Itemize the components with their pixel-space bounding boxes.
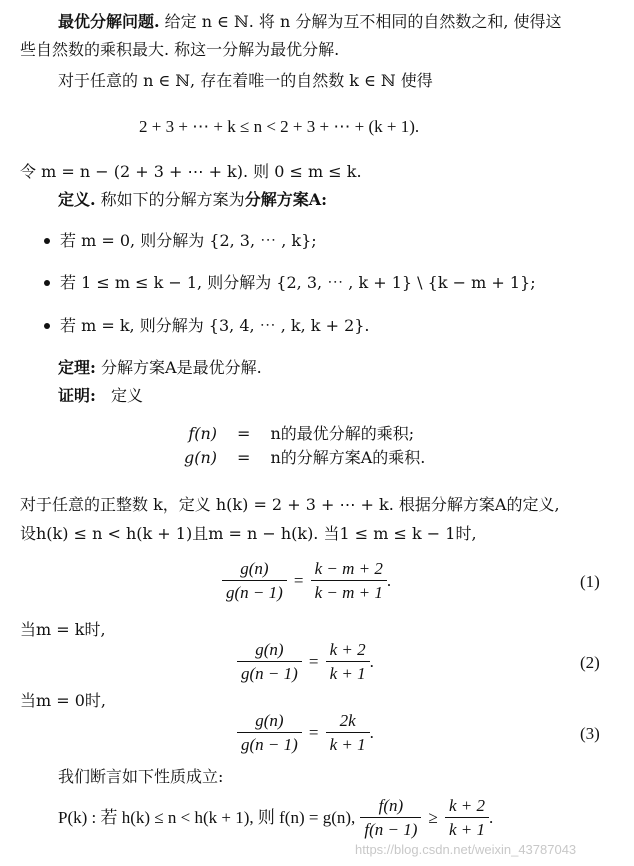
paragraph-2: 设h(k) ≤ n < h(k + 1)且m = n − h(k). 当1 ≤ m ≤ k − 1时,: [20, 524, 477, 543]
problem-text-2: 些自然数的乘积最大. 称这一分解为最优分解.: [20, 40, 340, 59]
fraction-lhs: $\frac{g(n)}{g(n - 1)}$: [237, 641, 302, 682]
fraction-rhs: $\frac{k - m + 2}{k - m + 1}$: [311, 560, 387, 601]
definition-row: [178, 422, 431, 446]
equation-3: $\frac{g(n)}{g(n - 1)}$ = $\frac{2k}{k + 1}$ .: [237, 712, 374, 753]
bullet-text: 若 1 ≤ m ≤ k − 1, 则分解为 {2, 3, ⋯ , k + 1} \ {k − m + 1};: [60, 273, 536, 292]
bullet-dot: [44, 323, 50, 329]
equation-1: $\frac{g(n)}{g(n - 1)}$ = $\frac{k - m + 2}{k - m + 1}$ .: [222, 560, 391, 601]
let-line: 令 m = n − (2 + 3 + ⋯ + k). 则 0 ≤ m ≤ k.: [20, 162, 362, 181]
definition-line: [58, 192, 327, 208]
def-eq: =: [237, 448, 251, 467]
definition-row: [178, 446, 431, 470]
def-rhs: n的最优分解的乘积;: [270, 424, 415, 443]
fraction-rhs: $\frac{k + 2}{k + 1}$: [326, 641, 370, 682]
fraction-lhs: $\frac{g(n)}{g(n - 1)}$: [237, 712, 302, 753]
problem-title: 最优分解问题.: [58, 12, 160, 31]
bullet-text: 若 m = k, 则分解为 {3, 4, ⋯ , k, k + 2}.: [60, 316, 370, 335]
def-rhs: n的分解方案A的乘积.: [270, 448, 426, 467]
definition-label: 定义.: [58, 190, 96, 209]
case-3-line: 当m = 0时,: [20, 691, 107, 710]
property-pk: P(k) : 若 h(k) ≤ n < h(k + 1), 则 f(n) = g(n), $\frac{f(n)}{f(n - 1)}$ ≥ $\frac{k + 2}{k + 1}$ .: [58, 796, 494, 839]
inequality-display: 2 + 3 + ⋯ + k ≤ n < 2 + 3 + ⋯ + (k + 1).: [139, 117, 420, 136]
def-eq: =: [237, 424, 251, 443]
bullet-dot: [44, 238, 50, 244]
property-lead: P(k) : 若 h(k) ≤ n < h(k + 1), 则 f(n) = g(n),: [58, 808, 356, 827]
property-fraction-rhs: $\frac{k + 2}{k + 1}$: [445, 797, 489, 838]
bullet-text: 若 m = 0, 则分解为 {2, 3, ⋯ , k};: [60, 231, 317, 250]
equation-number-3: (3): [580, 724, 600, 743]
definition-name: 分解方案A:: [244, 190, 328, 209]
watermark-url: https://blog.csdn.net/weixin_43787043: [355, 842, 577, 857]
property-relation: ≥: [428, 808, 438, 827]
def-lhs: g(n): [184, 448, 218, 467]
theorem-label: 定理:: [58, 358, 96, 377]
problem-text-1: 给定 n ∈ ℕ. 将 n 分解为互不相同的自然数之和, 使得这: [164, 12, 562, 31]
property-fraction-lhs: $\frac{f(n)}{f(n - 1)}$: [360, 797, 421, 838]
equation-number-2: (2): [580, 653, 600, 672]
problem-title-line: [58, 14, 562, 30]
theorem-text: 分解方案A是最优分解.: [101, 358, 262, 377]
proof-line: [58, 388, 143, 404]
fraction-lhs: $\frac{g(n)}{g(n - 1)}$: [222, 560, 287, 601]
fraction-rhs: $\frac{2k}{k + 1}$: [326, 712, 370, 753]
bullet-item: [44, 233, 317, 249]
equation-2: $\frac{g(n)}{g(n - 1)}$ = $\frac{k + 2}{k + 1}$ .: [237, 641, 374, 682]
theorem-line: [58, 360, 262, 376]
bullet-item: [44, 275, 536, 291]
paragraph-1: 对于任意的正整数 k，定义 h(k) = 2 + 3 + ⋯ + k. 根据分解方案A的定义,: [20, 495, 560, 514]
intro-line: 对于任意的 n ∈ ℕ, 存在着唯一的自然数 k ∈ ℕ 使得: [58, 71, 433, 90]
case-2-line: 当m = k时,: [20, 620, 106, 639]
bullet-item: [44, 318, 370, 334]
bullet-dot: [44, 280, 50, 286]
definitions-table: [178, 422, 431, 470]
equation-number-1: (1): [580, 572, 600, 591]
definition-text: 称如下的分解方案为: [100, 190, 245, 209]
assertion-line: 我们断言如下性质成立:: [58, 767, 224, 786]
proof-label: 证明:: [58, 386, 96, 405]
def-lhs: f(n): [188, 424, 218, 443]
proof-text: 定义: [111, 386, 144, 405]
